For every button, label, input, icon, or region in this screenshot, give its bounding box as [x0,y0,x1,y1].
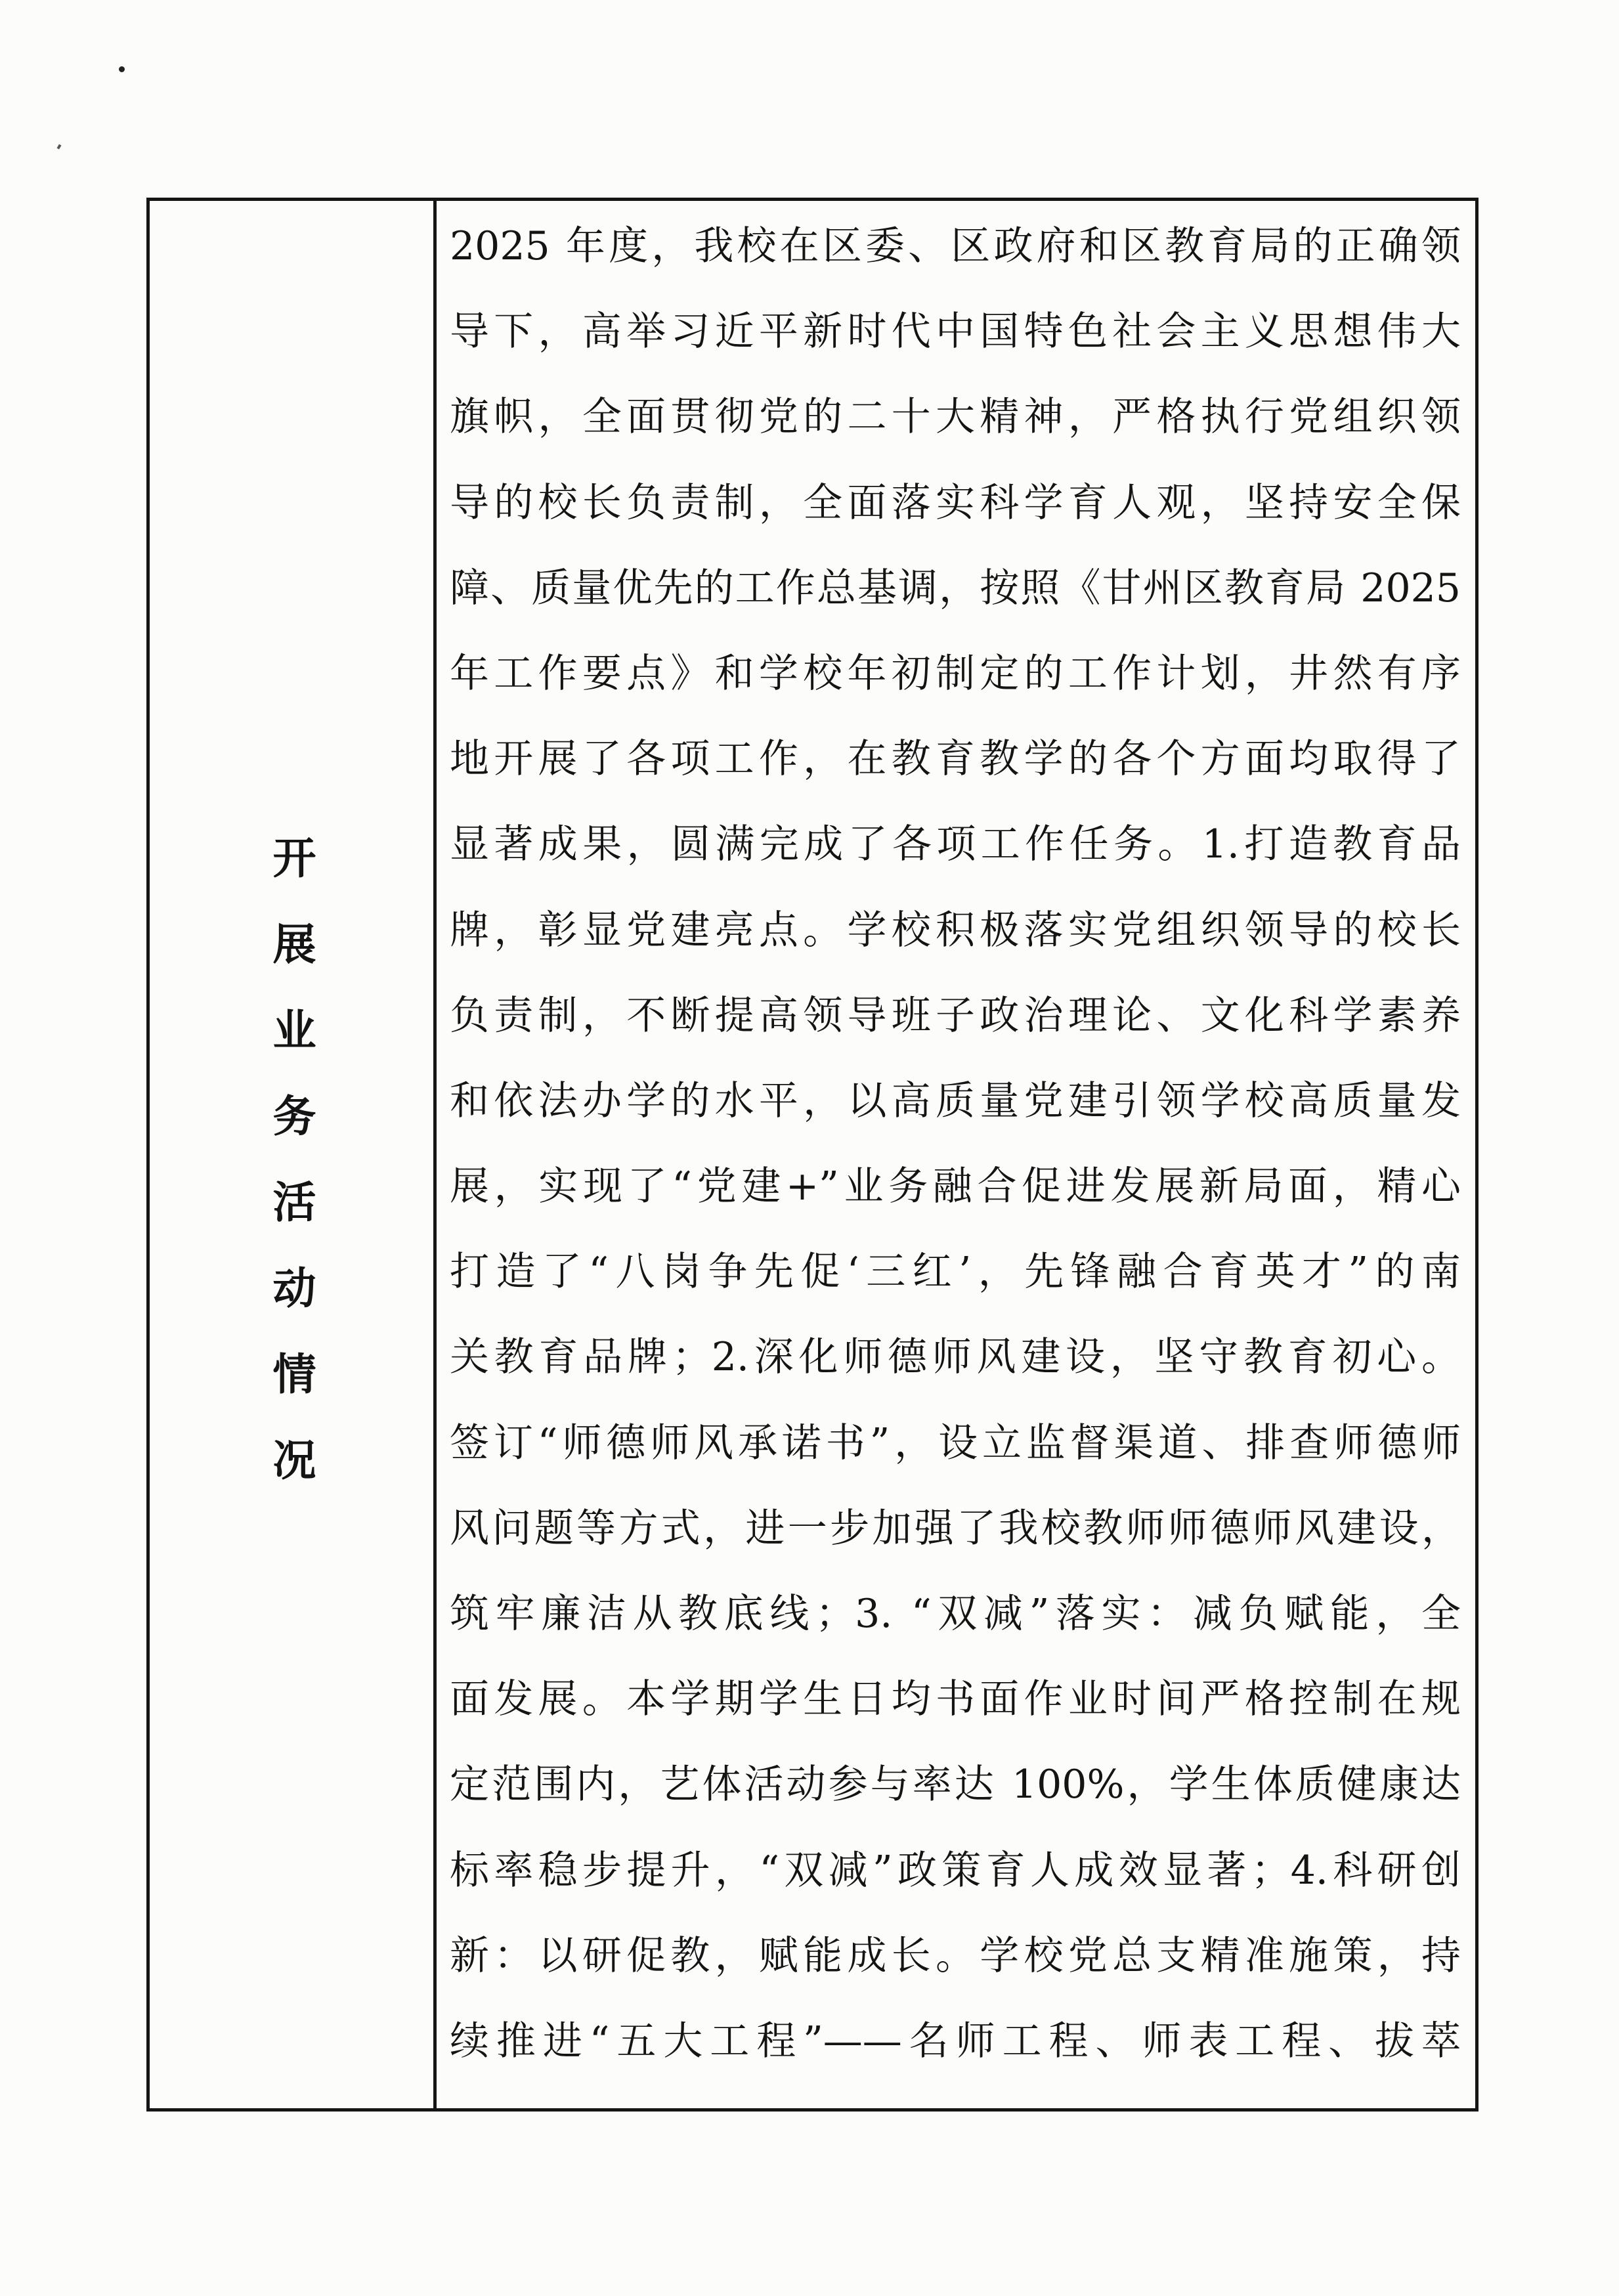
content-line: 打造了“八岗争先促‘三红’，先锋融合育英才”的南 [450,1249,1461,1295]
content-line: 定范围内，艺体活动参与率达 100%，学生体质健康达 [450,1762,1461,1808]
content-line: 续推进“五大工程”——名师工程、师表工程、拔萃 [450,2018,1461,2064]
content-line: 标率稳步提升，“双减”政策育人成效显著；4.科研创 [450,1847,1461,1894]
content-line: 展，实现了“党建+”业务融合促进发展新局面，精心 [450,1163,1461,1210]
content-line: 旗帜，全面贯彻党的二十大精神，严格执行党组织领 [450,394,1461,441]
scan-dot [119,66,125,72]
content-line: 牌，彰显党建亮点。学校积极落实党组织领导的校长 [450,907,1461,953]
content-line: 地开展了各项工作，在教育教学的各个方面均取得了 [450,736,1461,783]
content-line: 负责制，不断提高领导班子政治理论、文化科学素养 [450,992,1461,1039]
content-line: 2025 年度，我校在区委、区政府和区教育局的正确领 [450,223,1461,269]
content-line: 导下，高举习近平新时代中国特色社会主义思想伟大 [450,309,1461,355]
content-cell [450,204,1461,2084]
content-line: 和依法办学的水平，以高质量党建引领学校高质量发 [450,1077,1461,1124]
content-line: 导的校长负责制，全面落实科学育人观，坚持安全保 [450,479,1461,526]
content-line: 新：以研促教，赋能成长。学校党总支精准施策，持 [450,1932,1461,1979]
scan-mark [57,144,62,149]
content-line: 筑牢廉洁从教底线；3. “双减”落实：减负赋能，全 [450,1591,1461,1637]
content-line: 关教育品牌；2.深化师德师风建设，坚守教育初心。 [450,1334,1461,1381]
content-line: 面发展。本学期学生日均书面作业时间严格控制在规 [450,1676,1461,1723]
content-line: 年工作要点》和学校年初制定的工作计划，井然有序 [450,650,1461,697]
content-line: 障、质量优先的工作总基调，按照《甘州区教育局 2025 [450,565,1461,611]
column-divider [433,198,437,2112]
row-label: 开展业务活动情况 [265,835,316,1523]
content-line: 显著成果，圆满完成了各项工作任务。1.打造教育品 [450,821,1461,868]
content-line: 风问题等方式，进一步加强了我校教师师德师风建设， [450,1505,1461,1551]
content-line: 签订“师德师风承诺书”，设立监督渠道、排查师德师 [450,1419,1461,1466]
